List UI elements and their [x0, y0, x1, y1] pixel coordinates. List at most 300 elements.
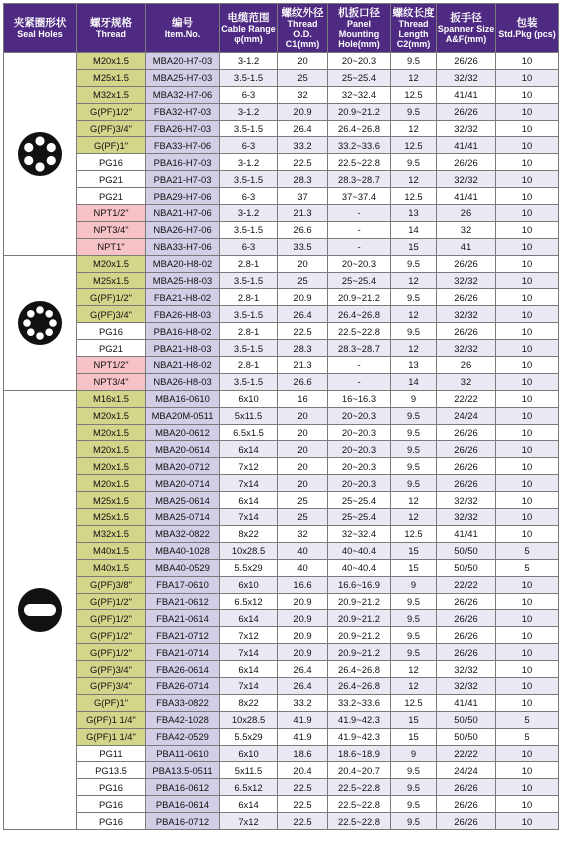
- thread-cell: G(PF)1 1/4": [77, 728, 146, 745]
- table-row: [4, 441, 559, 458]
- cable-range-cell: 8x22: [220, 525, 278, 542]
- thread-length-cell: 9.5: [391, 154, 437, 171]
- spanner-size-cell: 26/26: [437, 813, 496, 830]
- seal-hole: [45, 310, 53, 318]
- cable-range-cell: 7x12: [220, 813, 278, 830]
- item-no-cell: FBA21-0714: [146, 644, 220, 661]
- table-row: [4, 323, 559, 340]
- thread-cell: G(PF)3/4": [77, 120, 146, 137]
- thread-length-cell: 15: [391, 542, 437, 559]
- thread-od-cell: 22.5: [278, 323, 328, 340]
- thread-cell: PG16: [77, 154, 146, 171]
- thread-od-cell: 28.3: [278, 340, 328, 357]
- thread-od-cell: 20: [278, 407, 328, 424]
- std-pkg-cell: 10: [496, 69, 559, 86]
- cable-range-cell: 6-3: [220, 238, 278, 255]
- std-pkg-cell: 10: [496, 86, 559, 103]
- std-pkg-cell: 10: [496, 492, 559, 509]
- thread-cell: M25x1.5: [77, 69, 146, 86]
- item-no-cell: NBA33-H7-06: [146, 238, 220, 255]
- thread-length-cell: 12: [391, 306, 437, 323]
- std-pkg-cell: 10: [496, 475, 559, 492]
- panel-hole-cell: 20.9~21.2: [328, 644, 391, 661]
- thread-length-cell: 9.5: [391, 424, 437, 441]
- panel-hole-cell: 16.6~16.9: [328, 576, 391, 593]
- thread-cell: G(PF)1/2": [77, 593, 146, 610]
- panel-hole-cell: 26.4~26.8: [328, 661, 391, 678]
- seal-shape-cell: [4, 390, 77, 829]
- cable-range-cell: 6-3: [220, 86, 278, 103]
- thread-od-cell: 40: [278, 559, 328, 576]
- table-row: [4, 424, 559, 441]
- thread-length-cell: 9.5: [391, 762, 437, 779]
- table-row: [4, 728, 559, 745]
- spanner-size-cell: 26/26: [437, 289, 496, 306]
- item-no-cell: FBA21-0614: [146, 610, 220, 627]
- cable-range-cell: 2.8-1: [220, 255, 278, 272]
- panel-hole-cell: 20.9~21.2: [328, 593, 391, 610]
- spanner-size-cell: 32/32: [437, 306, 496, 323]
- thread-od-cell: 32: [278, 525, 328, 542]
- seal-hole: [23, 319, 31, 327]
- cable-range-cell: 3.5-1.5: [220, 120, 278, 137]
- std-pkg-cell: 10: [496, 610, 559, 627]
- spanner-size-cell: 22/22: [437, 390, 496, 407]
- thread-od-cell: 25: [278, 509, 328, 526]
- spanner-size-cell: 50/50: [437, 542, 496, 559]
- panel-hole-cell: 20.4~20.7: [328, 762, 391, 779]
- std-pkg-cell: 10: [496, 627, 559, 644]
- spanner-size-cell: 41/41: [437, 86, 496, 103]
- thread-cell: NPT3/4": [77, 373, 146, 390]
- table-row: [4, 340, 559, 357]
- item-no-cell: MBA25-0614: [146, 492, 220, 509]
- thread-cell: M40x1.5: [77, 542, 146, 559]
- thread-cell: PG21: [77, 340, 146, 357]
- cable-range-cell: 2.8-1: [220, 289, 278, 306]
- thread-cell: PG21: [77, 171, 146, 188]
- item-no-cell: NBA21-H8-02: [146, 357, 220, 374]
- panel-hole-cell: 20~20.3: [328, 255, 391, 272]
- panel-hole-cell: 41.9~42.3: [328, 728, 391, 745]
- thread-length-cell: 9.5: [391, 610, 437, 627]
- thread-length-cell: 9.5: [391, 289, 437, 306]
- item-no-cell: MBA20-0714: [146, 475, 220, 492]
- thread-cell: PG11: [77, 745, 146, 762]
- thread-cell: G(PF)1": [77, 137, 146, 154]
- thread-length-cell: 9.5: [391, 323, 437, 340]
- std-pkg-cell: 10: [496, 644, 559, 661]
- thread-od-cell: 26.6: [278, 373, 328, 390]
- panel-hole-cell: 37~37.4: [328, 188, 391, 205]
- table-row: [4, 272, 559, 289]
- panel-hole-cell: 22.5~22.8: [328, 779, 391, 796]
- panel-hole-cell: 22.5~22.8: [328, 323, 391, 340]
- std-pkg-cell: 10: [496, 373, 559, 390]
- panel-hole-cell: -: [328, 238, 391, 255]
- thread-length-cell: 15: [391, 559, 437, 576]
- thread-od-cell: 26.6: [278, 221, 328, 238]
- panel-hole-cell: 25~25.4: [328, 272, 391, 289]
- panel-hole-cell: -: [328, 357, 391, 374]
- cable-range-cell: 6x10: [220, 390, 278, 407]
- thread-cell: G(PF)3/4": [77, 306, 146, 323]
- table-row: [4, 357, 559, 374]
- thread-length-cell: 12.5: [391, 137, 437, 154]
- thread-length-cell: 12.5: [391, 525, 437, 542]
- cable-range-cell: 2.8-1: [220, 323, 278, 340]
- header-spanner-size: 扳手径 Spanner Size A&F(mm): [437, 4, 496, 53]
- panel-hole-cell: 28.3~28.7: [328, 171, 391, 188]
- std-pkg-cell: 10: [496, 120, 559, 137]
- item-no-cell: FBA21-0612: [146, 593, 220, 610]
- std-pkg-cell: 10: [496, 221, 559, 238]
- item-no-cell: MBA20-0612: [146, 424, 220, 441]
- spanner-size-cell: 26/26: [437, 458, 496, 475]
- thread-od-cell: 16: [278, 390, 328, 407]
- table-row: [4, 373, 559, 390]
- thread-length-cell: 13: [391, 357, 437, 374]
- item-no-cell: MBA20-H7-03: [146, 53, 220, 70]
- oval-hole: [24, 604, 56, 616]
- spanner-size-cell: 26/26: [437, 593, 496, 610]
- cable-range-cell: 3.5-1.5: [220, 272, 278, 289]
- panel-hole-cell: 26.4~26.8: [328, 677, 391, 694]
- spanner-size-cell: 26/26: [437, 610, 496, 627]
- spanner-size-cell: 32/32: [437, 509, 496, 526]
- thread-od-cell: 22.5: [278, 796, 328, 813]
- std-pkg-cell: 10: [496, 762, 559, 779]
- std-pkg-cell: 10: [496, 390, 559, 407]
- thread-cell: M25x1.5: [77, 509, 146, 526]
- cable-range-cell: 6x14: [220, 441, 278, 458]
- thread-length-cell: 12: [391, 509, 437, 526]
- table-row: [4, 559, 559, 576]
- panel-hole-cell: 20.9~21.2: [328, 289, 391, 306]
- thread-od-cell: 20: [278, 458, 328, 475]
- std-pkg-cell: 5: [496, 559, 559, 576]
- spanner-size-cell: 22/22: [437, 745, 496, 762]
- cable-range-cell: 10x28.5: [220, 542, 278, 559]
- seal-shape-cell: [4, 255, 77, 390]
- table-row: [4, 525, 559, 542]
- thread-length-cell: 9: [391, 390, 437, 407]
- thread-od-cell: 18.6: [278, 745, 328, 762]
- table-row: [4, 69, 559, 86]
- cable-range-cell: 5x11.5: [220, 407, 278, 424]
- thread-od-cell: 25: [278, 272, 328, 289]
- thread-cell: M40x1.5: [77, 559, 146, 576]
- thread-length-cell: 9.5: [391, 644, 437, 661]
- std-pkg-cell: 10: [496, 441, 559, 458]
- panel-hole-cell: 20.9~21.2: [328, 103, 391, 120]
- panel-hole-cell: 40~40.4: [328, 559, 391, 576]
- seal-hole: [36, 306, 44, 314]
- std-pkg-cell: 10: [496, 171, 559, 188]
- cable-range-cell: 6.5x1.5: [220, 424, 278, 441]
- thread-od-cell: 28.3: [278, 171, 328, 188]
- std-pkg-cell: 10: [496, 576, 559, 593]
- cable-range-cell: 3-1.2: [220, 103, 278, 120]
- item-no-cell: PBA16-0612: [146, 779, 220, 796]
- thread-od-cell: 20: [278, 255, 328, 272]
- thread-cell: M25x1.5: [77, 272, 146, 289]
- thread-length-cell: 9.5: [391, 475, 437, 492]
- thread-cell: PG21: [77, 188, 146, 205]
- thread-cell: NPT1/2": [77, 205, 146, 222]
- cable-range-cell: 8x22: [220, 694, 278, 711]
- thread-od-cell: 40: [278, 542, 328, 559]
- thread-cell: PG13.5: [77, 762, 146, 779]
- table-row: [4, 407, 559, 424]
- thread-cell: G(PF)1/2": [77, 644, 146, 661]
- table-row: [4, 154, 559, 171]
- cable-range-cell: 6.5x12: [220, 779, 278, 796]
- item-no-cell: MBA25-H7-03: [146, 69, 220, 86]
- thread-cell: M20x1.5: [77, 407, 146, 424]
- seal-hole: [35, 162, 44, 171]
- item-no-cell: FBA26-0714: [146, 677, 220, 694]
- panel-hole-cell: 32~32.4: [328, 86, 391, 103]
- thread-od-cell: 20.9: [278, 610, 328, 627]
- std-pkg-cell: 10: [496, 407, 559, 424]
- panel-hole-cell: 16~16.3: [328, 390, 391, 407]
- thread-cell: G(PF)1/2": [77, 610, 146, 627]
- table-row: [4, 711, 559, 728]
- item-no-cell: PBA29-H7-06: [146, 188, 220, 205]
- thread-cell: G(PF)3/4": [77, 677, 146, 694]
- cable-range-cell: 7x14: [220, 475, 278, 492]
- item-no-cell: MBA40-0529: [146, 559, 220, 576]
- table-row: [4, 610, 559, 627]
- item-no-cell: PBA11-0610: [146, 745, 220, 762]
- spanner-size-cell: 26/26: [437, 103, 496, 120]
- table-row: [4, 306, 559, 323]
- std-pkg-cell: 10: [496, 357, 559, 374]
- table-row: [4, 221, 559, 238]
- std-pkg-cell: 10: [496, 306, 559, 323]
- panel-hole-cell: 26.4~26.8: [328, 306, 391, 323]
- spanner-size-cell: 32/32: [437, 272, 496, 289]
- thread-length-cell: 14: [391, 373, 437, 390]
- cable-range-cell: 3-1.2: [220, 154, 278, 171]
- panel-hole-cell: 22.5~22.8: [328, 796, 391, 813]
- table-row: [4, 762, 559, 779]
- panel-hole-cell: 41.9~42.3: [328, 711, 391, 728]
- panel-hole-cell: 33.2~33.6: [328, 694, 391, 711]
- thread-od-cell: 33.2: [278, 137, 328, 154]
- thread-length-cell: 15: [391, 238, 437, 255]
- thread-od-cell: 16.6: [278, 576, 328, 593]
- thread-length-cell: 12: [391, 171, 437, 188]
- seal-hole: [24, 143, 33, 152]
- std-pkg-cell: 5: [496, 542, 559, 559]
- table-row: [4, 86, 559, 103]
- thread-cell: G(PF)1 1/4": [77, 711, 146, 728]
- header-thread-length: 螺纹长度 Thread Length C2(mm): [391, 4, 437, 53]
- cable-range-cell: 6-3: [220, 137, 278, 154]
- panel-hole-cell: 25~25.4: [328, 509, 391, 526]
- spanner-size-cell: 32/32: [437, 69, 496, 86]
- thread-cell: PG16: [77, 779, 146, 796]
- std-pkg-cell: 10: [496, 188, 559, 205]
- std-pkg-cell: 10: [496, 458, 559, 475]
- thread-length-cell: 9.5: [391, 441, 437, 458]
- table-row: [4, 390, 559, 407]
- panel-hole-cell: 25~25.4: [328, 492, 391, 509]
- item-no-cell: NBA26-H8-03: [146, 373, 220, 390]
- thread-od-cell: 21.3: [278, 205, 328, 222]
- thread-length-cell: 9.5: [391, 779, 437, 796]
- thread-od-cell: 26.4: [278, 677, 328, 694]
- cable-range-cell: 6x14: [220, 610, 278, 627]
- panel-hole-cell: 20~20.3: [328, 458, 391, 475]
- std-pkg-cell: 10: [496, 272, 559, 289]
- spanner-size-cell: 24/24: [437, 407, 496, 424]
- panel-hole-cell: -: [328, 205, 391, 222]
- std-pkg-cell: 10: [496, 154, 559, 171]
- std-pkg-cell: 10: [496, 796, 559, 813]
- thread-od-cell: 25: [278, 492, 328, 509]
- header-cable-range: 电缆范围 Cable Range φ(mm): [220, 4, 278, 53]
- thread-od-cell: 20.9: [278, 289, 328, 306]
- seal-hole: [24, 156, 33, 165]
- seal-hole: [35, 136, 44, 145]
- table-row: [4, 813, 559, 830]
- spanner-size-cell: 32/32: [437, 120, 496, 137]
- cable-range-cell: 7x14: [220, 677, 278, 694]
- thread-cell: G(PF)1/2": [77, 103, 146, 120]
- thread-od-cell: 20.9: [278, 627, 328, 644]
- spanner-size-cell: 26/26: [437, 424, 496, 441]
- seal-six-holes-icon: [17, 131, 63, 177]
- panel-hole-cell: 32~32.4: [328, 525, 391, 542]
- table-row: [4, 103, 559, 120]
- spanner-size-cell: 32/32: [437, 171, 496, 188]
- item-no-cell: MBA20-0614: [146, 441, 220, 458]
- thread-length-cell: 9: [391, 745, 437, 762]
- thread-od-cell: 41.9: [278, 711, 328, 728]
- spanner-size-cell: 32/32: [437, 340, 496, 357]
- header-seal-holes: 夹紧圈形状 Seal Holes: [4, 4, 77, 53]
- cable-range-cell: 3.5-1.5: [220, 373, 278, 390]
- thread-od-cell: 33.5: [278, 238, 328, 255]
- table-row: [4, 677, 559, 694]
- std-pkg-cell: 5: [496, 711, 559, 728]
- table-row: [4, 694, 559, 711]
- std-pkg-cell: 10: [496, 779, 559, 796]
- table-body: [4, 53, 559, 830]
- std-pkg-cell: 10: [496, 509, 559, 526]
- item-no-cell: PBA16-0712: [146, 813, 220, 830]
- seal-eight-holes-icon: [17, 300, 63, 346]
- item-no-cell: PBA21-H7-03: [146, 171, 220, 188]
- item-no-cell: MBA32-0822: [146, 525, 220, 542]
- std-pkg-cell: 10: [496, 593, 559, 610]
- std-pkg-cell: 10: [496, 424, 559, 441]
- spanner-size-cell: 32/32: [437, 492, 496, 509]
- spanner-size-cell: 26/26: [437, 796, 496, 813]
- std-pkg-cell: 10: [496, 323, 559, 340]
- thread-od-cell: 20: [278, 441, 328, 458]
- thread-length-cell: 9.5: [391, 407, 437, 424]
- spanner-size-cell: 50/50: [437, 559, 496, 576]
- cable-range-cell: 7x14: [220, 509, 278, 526]
- table-row: [4, 745, 559, 762]
- cable-range-cell: 5.5x29: [220, 559, 278, 576]
- item-no-cell: MBA16-0610: [146, 390, 220, 407]
- item-no-cell: PBA16-0614: [146, 796, 220, 813]
- item-no-cell: FBA26-0614: [146, 661, 220, 678]
- spanner-size-cell: 32: [437, 373, 496, 390]
- std-pkg-cell: 10: [496, 694, 559, 711]
- thread-od-cell: 20: [278, 53, 328, 70]
- header-item-no: 编号 Item.No.: [146, 4, 220, 53]
- spanner-size-cell: 26/26: [437, 475, 496, 492]
- item-no-cell: MBA25-H8-03: [146, 272, 220, 289]
- spanner-size-cell: 26/26: [437, 154, 496, 171]
- thread-od-cell: 20.4: [278, 762, 328, 779]
- item-no-cell: FBA32-H7-03: [146, 103, 220, 120]
- panel-hole-cell: 28.3~28.7: [328, 340, 391, 357]
- header-thread: 螺牙规格 Thread: [77, 4, 146, 53]
- cable-range-cell: 3.5-1.5: [220, 306, 278, 323]
- table-row: [4, 492, 559, 509]
- table-row: [4, 593, 559, 610]
- item-no-cell: PBA21-H8-03: [146, 340, 220, 357]
- panel-hole-cell: 20~20.3: [328, 424, 391, 441]
- cable-range-cell: 7x14: [220, 644, 278, 661]
- item-no-cell: FBA42-1028: [146, 711, 220, 728]
- item-no-cell: FBA17-0610: [146, 576, 220, 593]
- thread-cell: G(PF)1": [77, 694, 146, 711]
- item-no-cell: FBA33-0822: [146, 694, 220, 711]
- item-no-cell: FBA33-H7-06: [146, 137, 220, 154]
- table-row: [4, 644, 559, 661]
- panel-hole-cell: 40~40.4: [328, 542, 391, 559]
- thread-cell: G(PF)1/2": [77, 289, 146, 306]
- thread-cell: G(PF)3/8": [77, 576, 146, 593]
- std-pkg-cell: 10: [496, 103, 559, 120]
- thread-od-cell: 26.4: [278, 120, 328, 137]
- thread-length-cell: 9.5: [391, 593, 437, 610]
- item-no-cell: MBA32-H7-06: [146, 86, 220, 103]
- spanner-size-cell: 26: [437, 205, 496, 222]
- std-pkg-cell: 10: [496, 289, 559, 306]
- panel-hole-cell: -: [328, 221, 391, 238]
- thread-od-cell: 32: [278, 86, 328, 103]
- std-pkg-cell: 10: [496, 677, 559, 694]
- cable-range-cell: 6-3: [220, 188, 278, 205]
- thread-length-cell: 15: [391, 728, 437, 745]
- cable-range-cell: 3-1.2: [220, 205, 278, 222]
- spanner-size-cell: 26/26: [437, 779, 496, 796]
- table-row: [4, 137, 559, 154]
- cable-range-cell: 6x14: [220, 796, 278, 813]
- std-pkg-cell: 10: [496, 238, 559, 255]
- std-pkg-cell: 10: [496, 255, 559, 272]
- item-no-cell: MBA20-H8-02: [146, 255, 220, 272]
- thread-length-cell: 12.5: [391, 694, 437, 711]
- thread-cell: M20x1.5: [77, 458, 146, 475]
- spanner-size-cell: 32/32: [437, 677, 496, 694]
- thread-od-cell: 20.9: [278, 593, 328, 610]
- thread-od-cell: 25: [278, 69, 328, 86]
- thread-cell: NPT1": [77, 238, 146, 255]
- item-no-cell: FBA42-0529: [146, 728, 220, 745]
- panel-hole-cell: 22.5~22.8: [328, 154, 391, 171]
- spanner-size-cell: 26/26: [437, 441, 496, 458]
